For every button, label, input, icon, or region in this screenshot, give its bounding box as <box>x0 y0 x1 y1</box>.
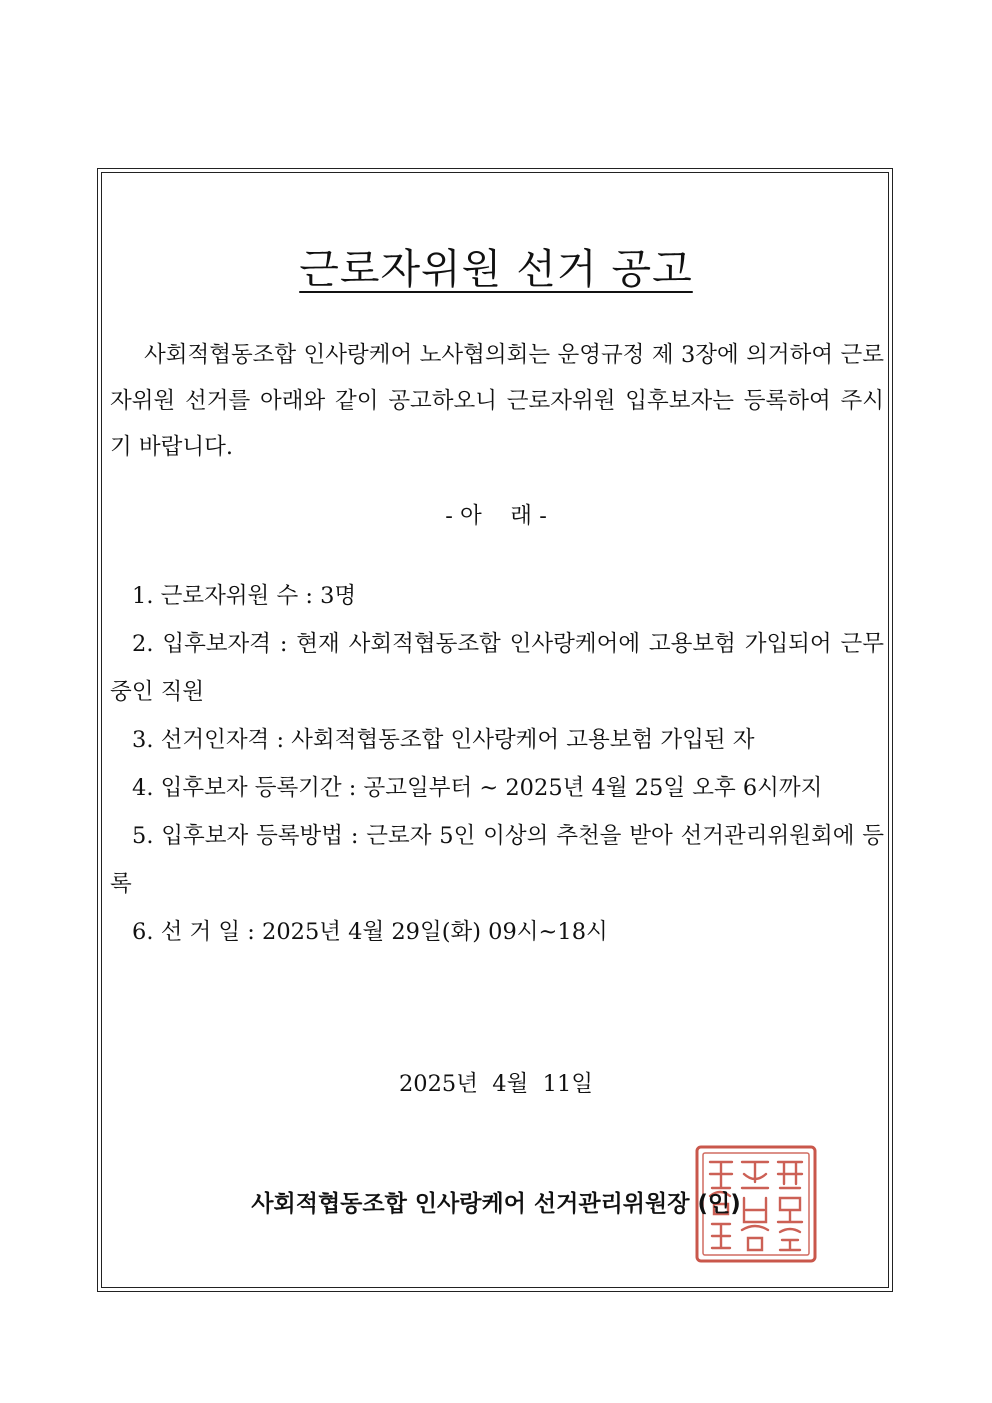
intro-paragraph: 사회적협동조합 인사랑케어 노사협의회는 운영규정 제 3장에 의거하여 근로자위원 선거를 아래와 같이 공고하오니 근로자위원 입후보자는 등록하여 주시기 바랍니다. <box>110 342 884 460</box>
notice-item: 3. 선거인자격 : 사회적협동조합 인사랑케어 고용보험 가입된 자 <box>132 727 755 753</box>
notice-items-list <box>110 572 884 956</box>
notice-title <box>0 236 992 295</box>
notice-item: 6. 선 거 일 : 2025년 4월 29일(화) 09시~18시 <box>132 919 608 945</box>
notice-item: 5. 입후보자 등록방법 : 근로자 5인 이상의 추천을 받아 선거관리위원회에 등록 <box>110 823 884 897</box>
notice-item: 1. 근로자위원 수 : 3명 <box>132 583 357 609</box>
signer-line: 사회적협동조합 인사랑케어 선거관리위원장 (인) <box>251 1191 741 1217</box>
notice-title-text: 근로자위원 선거 공고 <box>299 245 693 293</box>
notice-date: 2025년 4월 11일 <box>398 1071 594 1097</box>
section-heading: - 아 래 - <box>445 503 547 529</box>
notice-item: 4. 입후보자 등록기간 : 공고일부터 ~ 2025년 4월 25일 오후 6시까지 <box>132 775 823 801</box>
notice-item: 2. 입후보자격 : 현재 사회적협동조합 인사랑케어에 고용보험 가입되어 근무 중인 직원 <box>110 631 884 705</box>
